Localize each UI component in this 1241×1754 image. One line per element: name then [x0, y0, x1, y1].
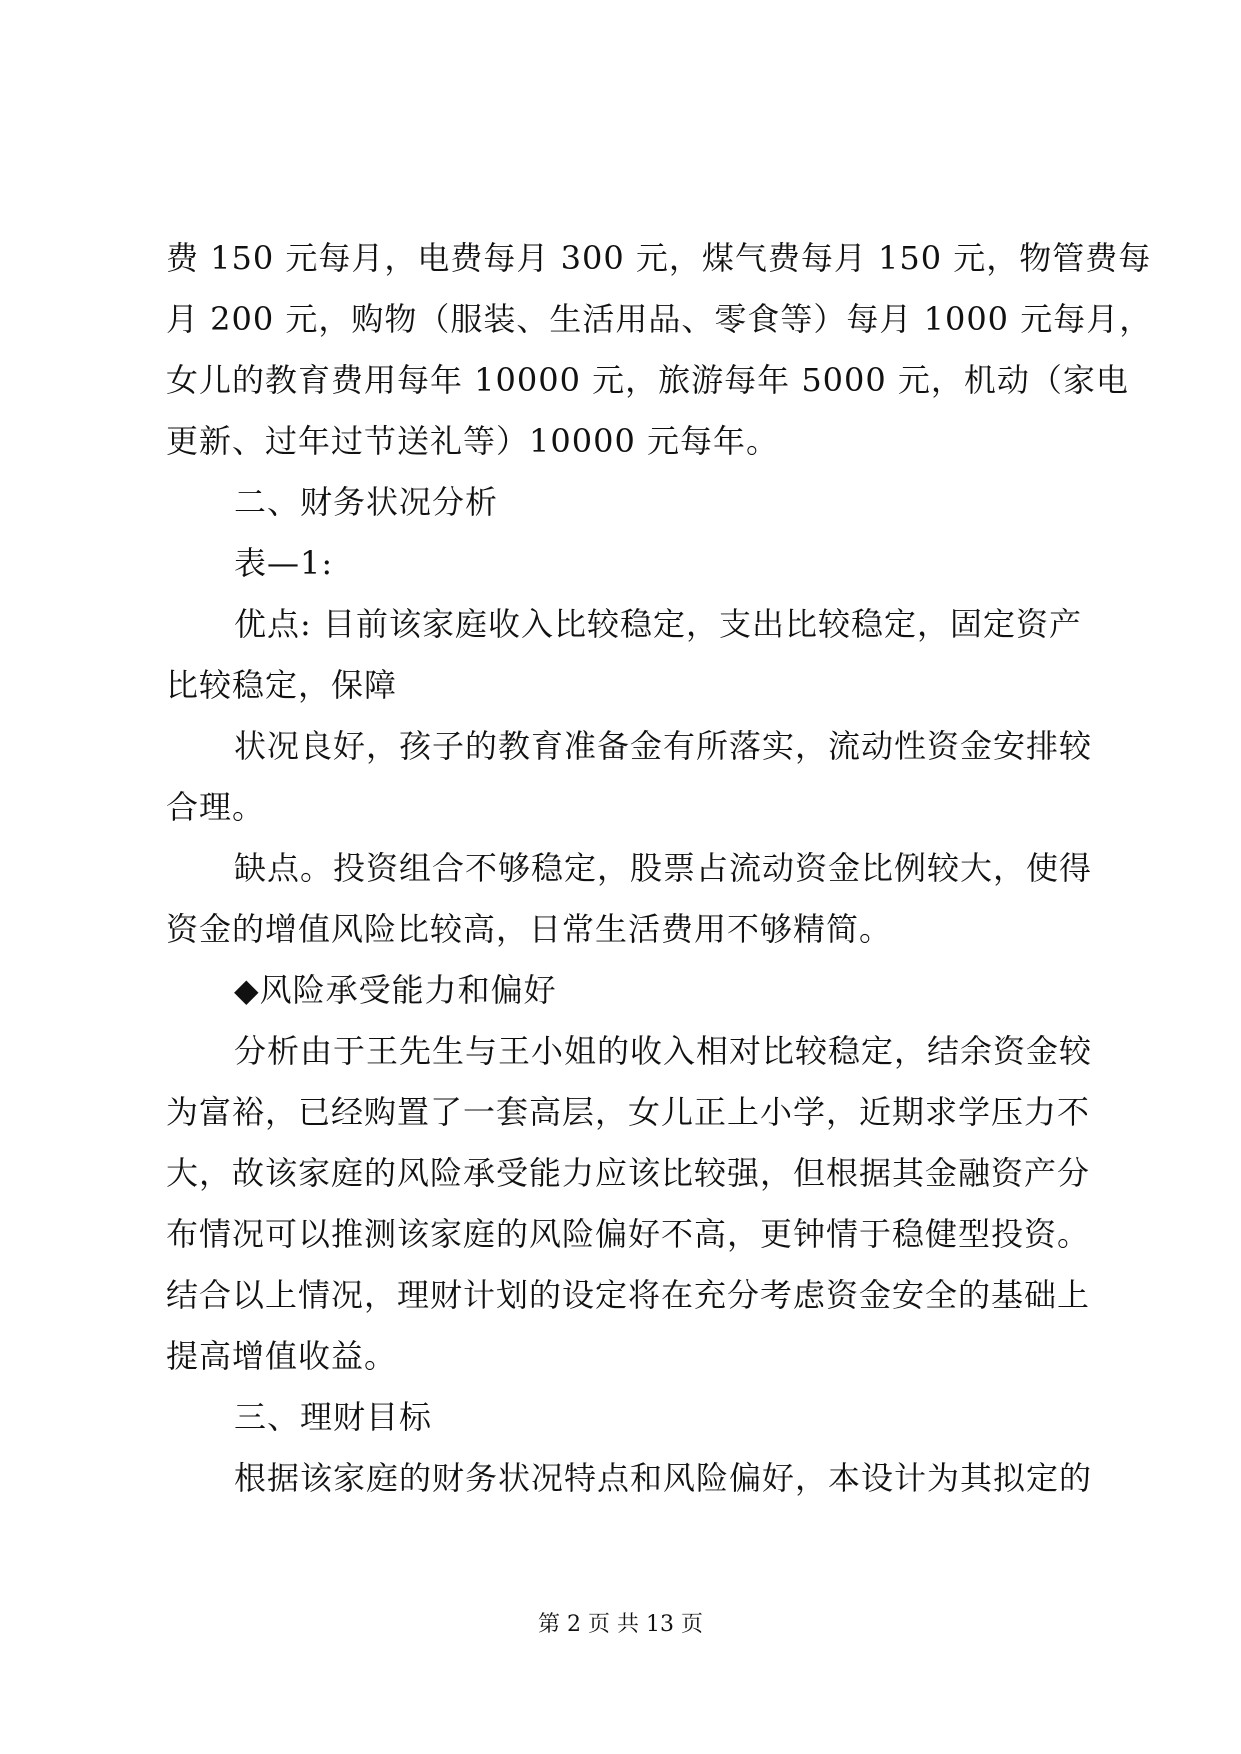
text-line: 分析由于王先生与王小姐的收入相对比较稳定，结余资金较 — [234, 1032, 1093, 1070]
text-line: 布情况可以推测该家庭的风险偏好不高，更钟情于稳健型投资。 — [166, 1215, 1091, 1253]
text-line: 比较稳定，保障 — [166, 666, 398, 704]
section-heading: 三、理财目标 — [234, 1398, 433, 1436]
text-line: 女儿的教育费用每年 10000 元，旅游每年 5000 元，机动（家电 — [166, 361, 1129, 399]
text-line: 合理。 — [166, 788, 266, 826]
text-line: 根据该家庭的财务状况特点和风险偏好，本设计为其拟定的 — [234, 1459, 1093, 1497]
section-heading: 二、财务状况分析 — [234, 483, 499, 521]
text-line: 状况良好，孩子的教育准备金有所落实，流动性资金安排较 — [234, 727, 1093, 765]
subsection-heading: ◆风险承受能力和偏好 — [234, 971, 557, 1009]
text-line: 为富裕，已经购置了一套高层，女儿正上小学，近期求学压力不 — [166, 1093, 1091, 1131]
text-line: 月 200 元，购物（服装、生活用品、零食等）每月 1000 元每月， — [166, 300, 1153, 338]
text-line: 资金的增值风险比较高，日常生活费用不够精简。 — [166, 910, 893, 948]
page-footer: 第 2 页 共 13 页 — [538, 1612, 703, 1637]
text-line: 更新、过年过节送礼等）10000 元每年。 — [166, 422, 779, 460]
text-line: 费 150 元每月，电费每月 300 元，煤气费每月 150 元，物管费每 — [166, 239, 1152, 277]
text-line: 优点: 目前该家庭收入比较稳定，支出比较稳定，固定资产 — [234, 605, 1082, 643]
body-text — [166, 228, 1153, 1509]
text-line: 大，故该家庭的风险承受能力应该比较强，但根据其金融资产分 — [166, 1154, 1091, 1192]
text-line: 结合以上情况，理财计划的设定将在充分考虑资金安全的基础上 — [166, 1276, 1091, 1314]
text-line: 提高增值收益。 — [166, 1337, 398, 1375]
text-line: 缺点。投资组合不够稳定，股票占流动资金比例较大，使得 — [234, 849, 1093, 887]
table-label: 表—1: — [234, 544, 334, 582]
